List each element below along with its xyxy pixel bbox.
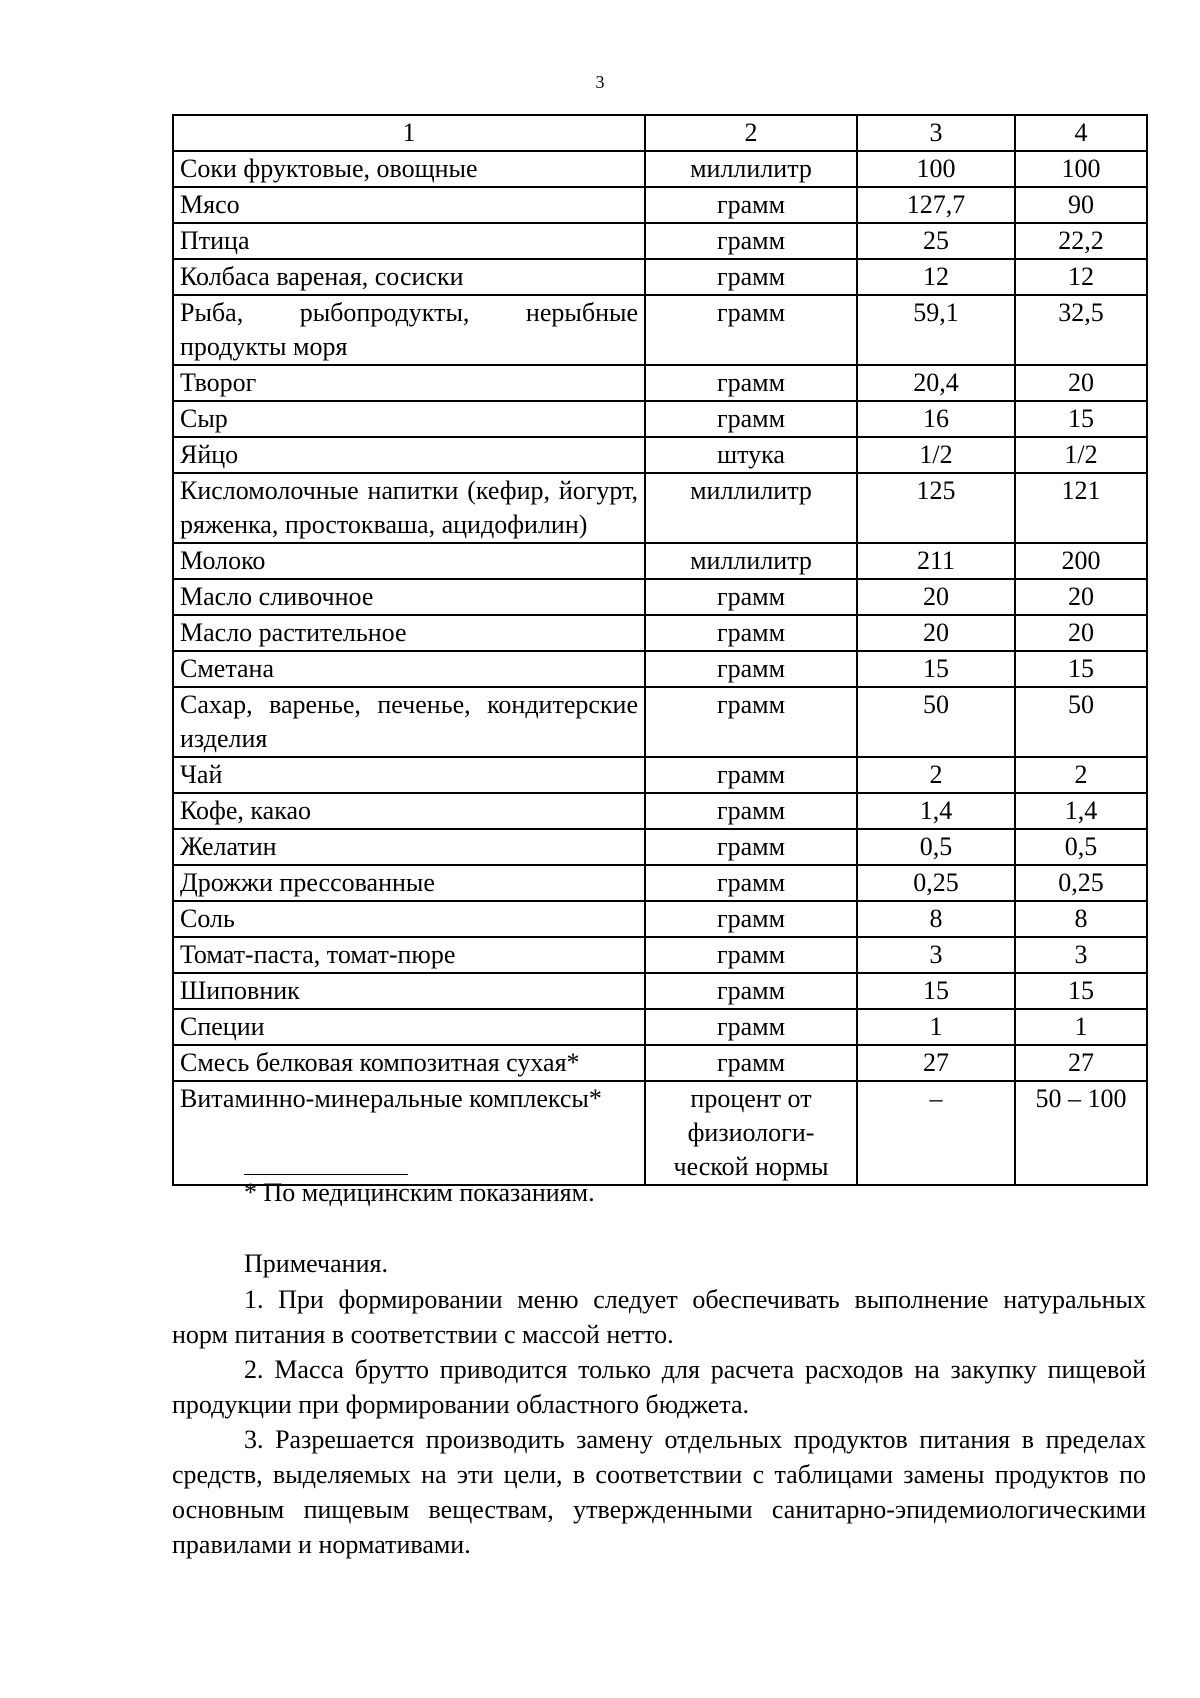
norm-value-cell: 59,1 — [857, 295, 1015, 365]
norm-value-cell: 32,5 — [1015, 295, 1147, 365]
norm-value-cell: 1/2 — [1015, 437, 1147, 473]
product-name-cell: Желатин — [173, 829, 645, 865]
norm-value-cell: 50 — [1015, 687, 1147, 757]
product-name-cell: Сыр — [173, 401, 645, 437]
norm-value-cell: 20 — [857, 579, 1015, 615]
product-name-cell: Масло растительное — [173, 615, 645, 651]
product-name-cell: Дрожжи прессованные — [173, 865, 645, 901]
table-row — [173, 295, 1147, 365]
norm-value-cell: 0,25 — [1015, 865, 1147, 901]
norm-value-cell: 90 — [1015, 187, 1147, 223]
norm-value-cell: 0,5 — [857, 829, 1015, 865]
notes-title: Примечания. — [244, 1249, 388, 1278]
unit-cell: грамм — [645, 865, 857, 901]
table-row — [173, 615, 1147, 651]
norm-value-cell: 15 — [857, 973, 1015, 1009]
norm-value-cell: 100 — [1015, 151, 1147, 187]
norm-value-cell: 125 — [857, 473, 1015, 543]
unit-cell: грамм — [645, 793, 857, 829]
norm-value-cell: 200 — [1015, 543, 1147, 579]
table-row — [173, 865, 1147, 901]
unit-cell: миллилитр — [645, 543, 857, 579]
table-row — [173, 187, 1147, 223]
norm-value-cell: 20 — [1015, 579, 1147, 615]
table-row — [173, 259, 1147, 295]
norm-value-cell: 16 — [857, 401, 1015, 437]
product-name-cell: Колбаса вареная, сосиски — [173, 259, 645, 295]
unit-cell: грамм — [645, 1009, 857, 1045]
product-name-cell: Томат-паста, томат-пюре — [173, 937, 645, 973]
table-header-row — [173, 115, 1147, 151]
norm-value-cell: 50 — [857, 687, 1015, 757]
norm-value-cell: 2 — [1015, 757, 1147, 793]
unit-cell: грамм — [645, 295, 857, 365]
unit-cell: штука — [645, 437, 857, 473]
product-name-cell: Смесь белковая композитная сухая* — [173, 1045, 645, 1081]
norm-value-cell: 20 — [1015, 615, 1147, 651]
note-item-2: 2. Масса брутто приводится только для расчета расходов на закупку пищевой продукции при формировании областного бюджета. — [172, 1355, 1146, 1419]
column-header-4: 4 — [1015, 115, 1147, 151]
norm-value-cell: 12 — [857, 259, 1015, 295]
page-number: 3 — [595, 72, 605, 92]
product-name-cell: Кофе, какао — [173, 793, 645, 829]
table-row — [173, 757, 1147, 793]
table-row — [173, 473, 1147, 543]
product-name-cell: Птица — [173, 223, 645, 259]
product-name-cell: Яйцо — [173, 437, 645, 473]
table-row — [173, 687, 1147, 757]
table-row — [173, 1045, 1147, 1081]
unit-cell: грамм — [645, 1045, 857, 1081]
unit-cell: процент от физиологи-ческой нормы — [645, 1081, 857, 1185]
column-header-3: 3 — [857, 115, 1015, 151]
unit-cell: грамм — [645, 259, 857, 295]
unit-cell: грамм — [645, 365, 857, 401]
table-row — [173, 401, 1147, 437]
norm-value-cell: 3 — [857, 937, 1015, 973]
table-row — [173, 1081, 1147, 1185]
norm-value-cell: 1/2 — [857, 437, 1015, 473]
product-name-cell: Мясо — [173, 187, 645, 223]
norm-value-cell: 2 — [857, 757, 1015, 793]
unit-cell: миллилитр — [645, 473, 857, 543]
footnote: * По медицинским показаниям. — [244, 1178, 595, 1207]
column-header-2: 2 — [645, 115, 857, 151]
norm-value-cell: 20 — [1015, 365, 1147, 401]
notes-section — [172, 1246, 1146, 1562]
norm-value-cell: 0,5 — [1015, 829, 1147, 865]
product-name-cell: Творог — [173, 365, 645, 401]
product-name-cell: Рыба, рыбопродукты, нерыбные продукты моря — [173, 295, 645, 365]
table-row — [173, 1009, 1147, 1045]
norm-value-cell: 27 — [1015, 1045, 1147, 1081]
table-row — [173, 829, 1147, 865]
norm-value-cell: 22,2 — [1015, 223, 1147, 259]
unit-cell: грамм — [645, 401, 857, 437]
note-item-1: 1. При формировании меню следует обеспечивать выполнение натуральных норм питания в соответствии с массой нетто. — [172, 1285, 1146, 1349]
table-row — [173, 543, 1147, 579]
table-row — [173, 437, 1147, 473]
column-header-1: 1 — [173, 115, 645, 151]
product-name-cell: Сахар, варенье, печенье, кондитерские изделия — [173, 687, 645, 757]
unit-cell: миллилитр — [645, 151, 857, 187]
footnote-separator — [244, 1174, 408, 1175]
table-row — [173, 365, 1147, 401]
product-name-cell: Соки фруктовые, овощные — [173, 151, 645, 187]
norm-value-cell: 8 — [857, 901, 1015, 937]
unit-cell: грамм — [645, 579, 857, 615]
norm-value-cell: 3 — [1015, 937, 1147, 973]
norm-value-cell: 1 — [857, 1009, 1015, 1045]
product-name-cell: Шиповник — [173, 973, 645, 1009]
norm-value-cell: 211 — [857, 543, 1015, 579]
unit-cell: грамм — [645, 757, 857, 793]
norm-value-cell: 121 — [1015, 473, 1147, 543]
unit-cell: грамм — [645, 651, 857, 687]
product-name-cell: Сметана — [173, 651, 645, 687]
unit-cell: грамм — [645, 901, 857, 937]
product-name-cell: Кисломолочные напитки (кефир, йогурт, ряженка, простокваша, ацидофилин) — [173, 473, 645, 543]
norm-value-cell: 50 – 100 — [1015, 1081, 1147, 1185]
unit-cell: грамм — [645, 937, 857, 973]
norm-value-cell: 20 — [857, 615, 1015, 651]
table-row — [173, 901, 1147, 937]
product-name-cell: Масло сливочное — [173, 579, 645, 615]
norm-value-cell: 12 — [1015, 259, 1147, 295]
norm-value-cell: 1,4 — [857, 793, 1015, 829]
norm-value-cell: 15 — [857, 651, 1015, 687]
norm-value-cell: 1,4 — [1015, 793, 1147, 829]
note-item-3: 3. Разрешается производить замену отдельных продуктов питания в пределах средств, выделяемых на эти цели, в соответствии с таблицами замены продуктов по основным пищевым веществам, утвержденными санитарно-эпидемиологическими правилами и нормативами. — [172, 1425, 1146, 1559]
product-name-cell: Молоко — [173, 543, 645, 579]
norm-value-cell: 15 — [1015, 973, 1147, 1009]
unit-cell: грамм — [645, 973, 857, 1009]
table-row — [173, 223, 1147, 259]
unit-cell: грамм — [645, 187, 857, 223]
product-name-cell: Витаминно-минеральные комплексы* — [173, 1081, 645, 1185]
table-row — [173, 793, 1147, 829]
norm-value-cell: – — [857, 1081, 1015, 1185]
table-row — [173, 937, 1147, 973]
product-name-cell: Специи — [173, 1009, 645, 1045]
unit-cell: грамм — [645, 223, 857, 259]
norm-value-cell: 100 — [857, 151, 1015, 187]
norm-value-cell: 15 — [1015, 401, 1147, 437]
norm-value-cell: 1 — [1015, 1009, 1147, 1045]
food-norms-table — [172, 114, 1148, 1186]
product-name-cell: Соль — [173, 901, 645, 937]
norm-value-cell: 27 — [857, 1045, 1015, 1081]
norm-value-cell: 15 — [1015, 651, 1147, 687]
table-row — [173, 151, 1147, 187]
norm-value-cell: 25 — [857, 223, 1015, 259]
norm-value-cell: 0,25 — [857, 865, 1015, 901]
unit-cell: грамм — [645, 687, 857, 757]
unit-cell: грамм — [645, 829, 857, 865]
table-row — [173, 651, 1147, 687]
norm-value-cell: 127,7 — [857, 187, 1015, 223]
norm-value-cell: 8 — [1015, 901, 1147, 937]
table-row — [173, 973, 1147, 1009]
product-name-cell: Чай — [173, 757, 645, 793]
norm-value-cell: 20,4 — [857, 365, 1015, 401]
table-row — [173, 579, 1147, 615]
unit-cell: грамм — [645, 615, 857, 651]
